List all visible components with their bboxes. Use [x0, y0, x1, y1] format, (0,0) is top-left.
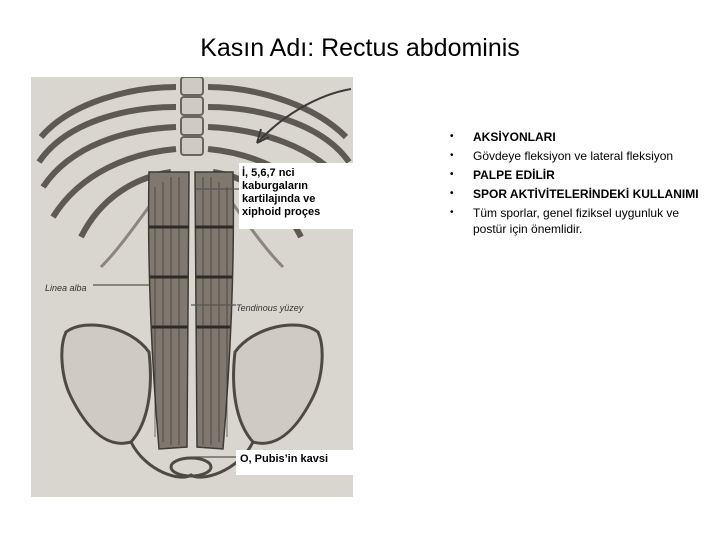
bullet-dot: • — [450, 131, 454, 142]
insertion-label: İ, 5,6,7 nci kaburgaların kartilajında ve xiphoid proçes — [239, 163, 356, 229]
bullet-item — [445, 129, 705, 145]
spine — [181, 77, 203, 155]
bullet-text: Tüm sporlar, genel fiziksel uygunluk ve postür için önemlidir. — [473, 206, 680, 236]
bullet-item — [445, 167, 705, 183]
bullet-text: AKSİYONLARI — [473, 130, 556, 144]
bullet-item — [445, 186, 705, 202]
bullet-text: PALPE EDİLİR — [473, 168, 555, 182]
skeleton-drawing — [31, 77, 353, 497]
bullet-dot: • — [450, 207, 454, 218]
origin-label: O, Pubis’in kavsi — [236, 450, 357, 475]
bullet-text: SPOR AKTİVİTELERİNDEKİ KULLANIMI — [473, 187, 699, 201]
rectus-abdominis-muscle — [149, 172, 234, 449]
bullet-item — [445, 148, 705, 164]
bullet-dot: • — [450, 188, 454, 199]
bullet-item — [445, 205, 705, 237]
bullet-dot: • — [450, 169, 454, 180]
tendinous-label: Tendinous yüzey — [236, 303, 304, 313]
bullet-dot: • — [450, 150, 454, 161]
slide-title: Kasın Adı: Rectus abdominis — [200, 34, 520, 62]
linea-alba-label: Linea alba — [45, 283, 87, 293]
bullet-text: Gövdeye fleksiyon ve lateral fleksiyon — [473, 149, 674, 163]
bullet-list — [445, 129, 705, 240]
anatomy-illustration — [31, 77, 353, 497]
